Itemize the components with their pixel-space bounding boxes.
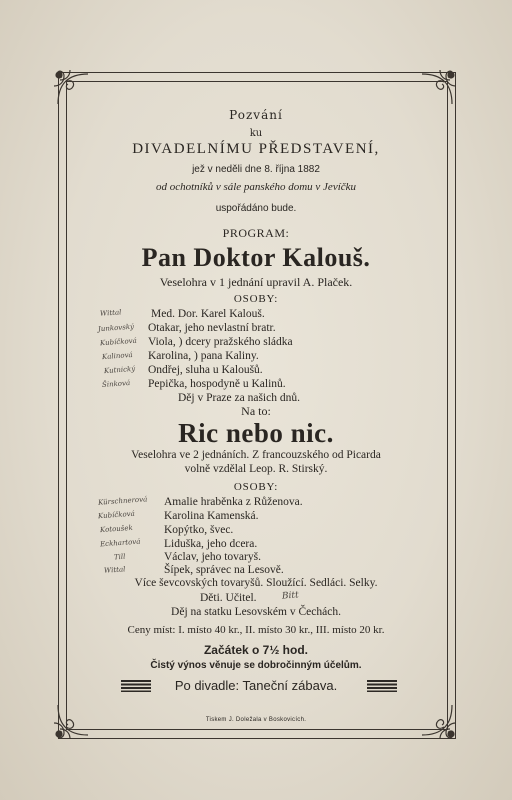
event-heading: DIVADELNÍMU PŘEDSTAVENÍ, [132,141,380,157]
cast-item: Pepička, hospodyně u Kalinů. [148,378,286,390]
cast-item: Amalie hraběnka z Růženova. [164,496,303,508]
handwritten-note: Bitt [281,590,300,602]
handwritten-actor: Kubíčková [97,509,136,521]
handwritten-actor: Till [113,552,126,562]
date-line: jež v neděli dne 8. října 1882 [192,164,320,175]
handwritten-actor: Kalinová [101,350,133,362]
play2-subtitle-1: Veselohra ve 2 jednáních. Z francouzského od Picarda [131,449,381,461]
arranged-line: uspořádáno bude. [215,203,297,214]
cast-item: Ondřej, sluha u Kaloušů. [148,364,263,376]
handwritten-actor: Wittal [99,308,122,318]
invitation-heading: Pozvání [229,108,283,122]
play2-persons-label: OSOBY: [233,481,279,493]
cast-item: Václav, jeho tovaryš. [164,551,261,563]
play2-extras: Více ševcovských tovaryšů. Sloužící. Sedláci. Selky. [134,577,378,589]
handwritten-actor: Kutnický [103,364,136,376]
separator-label: Na to: [241,404,271,418]
handwritten-actor: Kubíčková [99,336,138,348]
ticket-prices: Ceny míst: I. místo 40 kr., II. místo 30 kr., III. místo 20 kr. [127,624,385,636]
handwritten-actor: Junkovský [97,322,135,334]
start-time: Začátek o 7½ hod. [203,643,309,657]
cast-item: Karolina, ) pana Kaliny. [148,350,259,362]
cast-item: Med. Dor. Karel Kalouš. [151,308,265,320]
cast-item: Kopýtko, švec. [164,524,234,536]
decorative-rule-right [367,680,397,692]
cast-item: Otakar, jeho nevlastní bratr. [148,322,276,334]
ku-word: ku [249,128,263,139]
handwritten-actor: Kürschnerová [97,495,148,507]
cast-item: Karolina Kamenská. [164,510,259,522]
venue-line: od ochotníků v sále panského domu v Jevíčku [155,181,357,193]
play1-title: Pan Doktor Kalouš. [141,243,371,272]
cast-item: Liduška, jeho dcera. [164,538,258,550]
handwritten-actor: Eckhartová [99,537,141,549]
cast-item: Viola, ) dcery pražského sládka [148,336,293,348]
play2-subtitle-2: volně vzdělal Leop. R. Stirský. [184,463,328,475]
play2-children: Děti. Učitel. [200,592,257,604]
handwritten-actor: Šinková [101,379,131,389]
play1-setting: Děj v Praze za našich dnů. [178,392,300,404]
play1-subtitle: Veselohra v 1 jednání upravil A. Plaček. [159,275,353,289]
play1-persons-label: OSOBY: [233,293,279,305]
cast-item: Šípek, správec na Lesově. [164,564,284,576]
dance-announcement: Po divadle: Taneční zábava. [174,678,338,693]
proceeds-note: Čistý výnos věnuje se dobročinným účelům. [150,660,362,671]
handwritten-actor: Wittal [103,565,126,575]
play2-title: Ric nebo nic. [178,418,334,448]
program-label: PROGRAM: [222,226,290,240]
printer-credit: Tiskem J. Doležala v Boskovicích. [205,717,307,723]
handwritten-actor: Kotoušek [99,523,134,535]
play2-setting: Děj na statku Lesovském v Čechách. [171,606,341,618]
